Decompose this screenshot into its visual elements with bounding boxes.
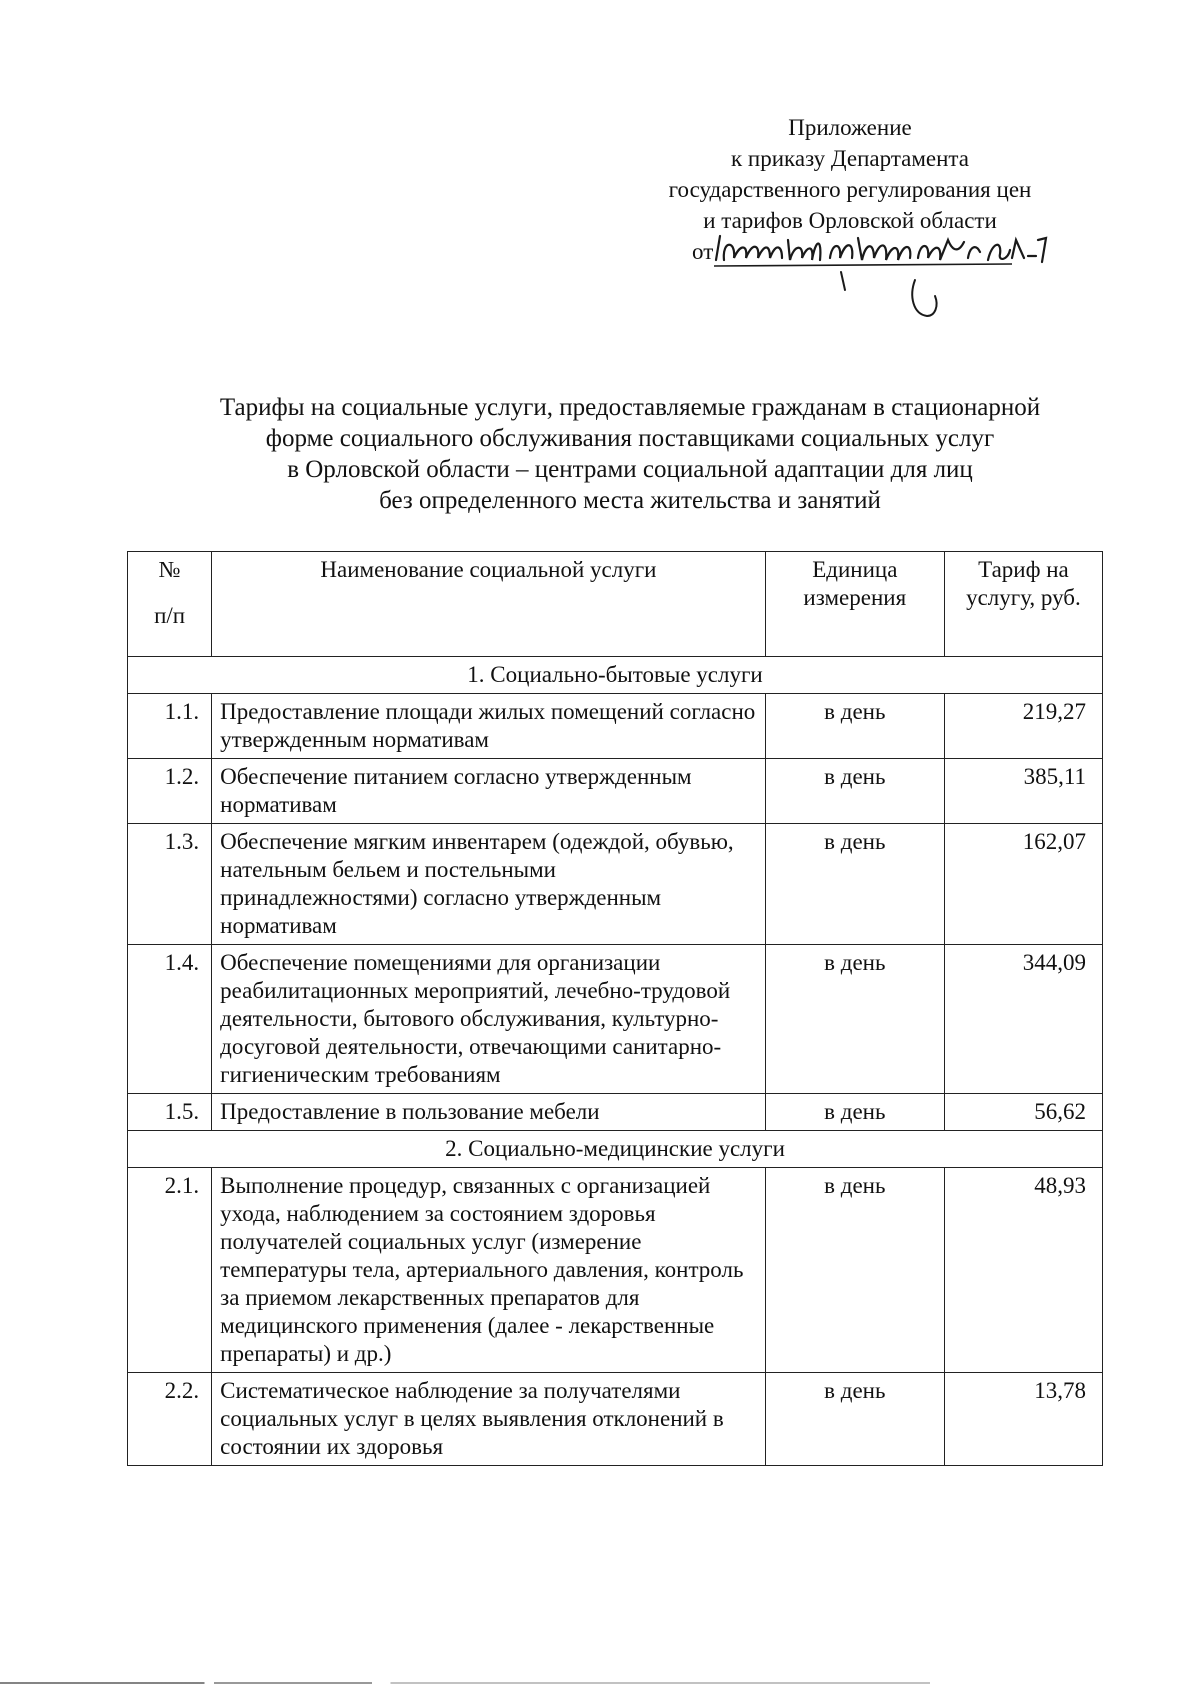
from-label: от — [692, 239, 714, 264]
row-number: 1.2. — [128, 759, 212, 824]
table-row — [128, 759, 1103, 824]
handwritten-mark — [835, 266, 955, 326]
unit-of-measure: в день — [765, 1094, 944, 1131]
row-number: 1.5. — [128, 1094, 212, 1131]
tariff-value: 13,78 — [944, 1373, 1102, 1466]
appendix-line: Приложение — [788, 115, 912, 140]
scan-edge-line — [0, 1682, 930, 1684]
appendix-block — [640, 112, 1060, 270]
table-row — [128, 1168, 1103, 1373]
service-name: Предоставление площади жилых помещений согласно утвержденным нормативам — [212, 694, 766, 759]
service-name: Обеспечение помещениями для организации реабилитационных мероприятий, лечебно-трудовой деятельности, бытового обслуживания, культурно-досуговой деятельности, отвечающими санитарно-гигиеническим требованиям — [212, 945, 766, 1094]
header-tariff: Тариф на услугу, руб. — [944, 552, 1102, 657]
document-title — [150, 392, 1110, 516]
appendix-line: государственного регулирования цен — [668, 177, 1032, 202]
tariff-value: 162,07 — [944, 824, 1102, 945]
section-title: 2. Социально-медицинские услуги — [128, 1131, 1103, 1168]
unit-of-measure: в день — [765, 694, 944, 759]
service-name: Выполнение процедур, связанных с организацией ухода, наблюдением за состоянием здоровья получателей социальных услуг (измерение температуры тела, артериального давления, контроль за приемом лекарственных препаратов для медицинского применения (далее - лекарственные препараты) и др.) — [212, 1168, 766, 1373]
title-line: без определенного места жительства и занятий — [379, 487, 881, 514]
header-service-name: Наименование социальной услуги — [212, 552, 766, 657]
service-name: Обеспечение мягким инвентарем (одеждой, обувью, нательным бельем и постельными принадлежностями) согласно утвержденным нормативам — [212, 824, 766, 945]
table-body — [128, 657, 1103, 1466]
header-unit: Единица измерения — [765, 552, 944, 657]
appendix-line: к приказу Департамента — [731, 146, 969, 171]
tariff-value: 219,27 — [944, 694, 1102, 759]
title-line: Тарифы на социальные услуги, предоставляемые гражданам в стационарной — [219, 394, 1041, 421]
section-row — [128, 1131, 1103, 1168]
title-line: в Орловской области – центрами социальной адаптации для лиц — [287, 456, 973, 483]
service-name: Систематическое наблюдение за получателями социальных услуг в целях выявления отклонений в состоянии их здоровья — [212, 1373, 766, 1466]
unit-of-measure: в день — [765, 1373, 944, 1466]
row-number: 1.4. — [128, 945, 212, 1094]
row-number: 1.3. — [128, 824, 212, 945]
service-name: Обеспечение питанием согласно утвержденным нормативам — [212, 759, 766, 824]
order-date-line — [640, 236, 1060, 270]
tariff-value: 385,11 — [944, 759, 1102, 824]
tariffs-table — [127, 551, 1103, 1466]
table-row — [128, 945, 1103, 1094]
unit-of-measure: в день — [765, 759, 944, 824]
tariff-value: 48,93 — [944, 1168, 1102, 1373]
unit-of-measure: в день — [765, 1168, 944, 1373]
header-number-abbr: п/п — [154, 603, 186, 628]
table-row — [128, 824, 1103, 945]
table-header-row — [128, 552, 1103, 657]
table-row — [128, 1094, 1103, 1131]
header-number-sign: № — [158, 557, 181, 582]
section-title: 1. Социально-бытовые услуги — [128, 657, 1103, 694]
row-number: 2.2. — [128, 1373, 212, 1466]
appendix-line: и тарифов Орловской области — [703, 208, 997, 233]
service-name: Предоставление в пользование мебели — [212, 1094, 766, 1131]
tariff-value: 344,09 — [944, 945, 1102, 1094]
table-row — [128, 694, 1103, 759]
unit-of-measure: в день — [765, 945, 944, 1094]
unit-of-measure: в день — [765, 824, 944, 945]
table-row — [128, 1373, 1103, 1466]
tariff-value: 56,62 — [944, 1094, 1102, 1131]
title-line: форме социального обслуживания поставщиками социальных услуг — [265, 425, 995, 452]
section-row — [128, 657, 1103, 694]
row-number: 1.1. — [128, 694, 212, 759]
header-number — [128, 552, 212, 657]
row-number: 2.1. — [128, 1168, 212, 1373]
